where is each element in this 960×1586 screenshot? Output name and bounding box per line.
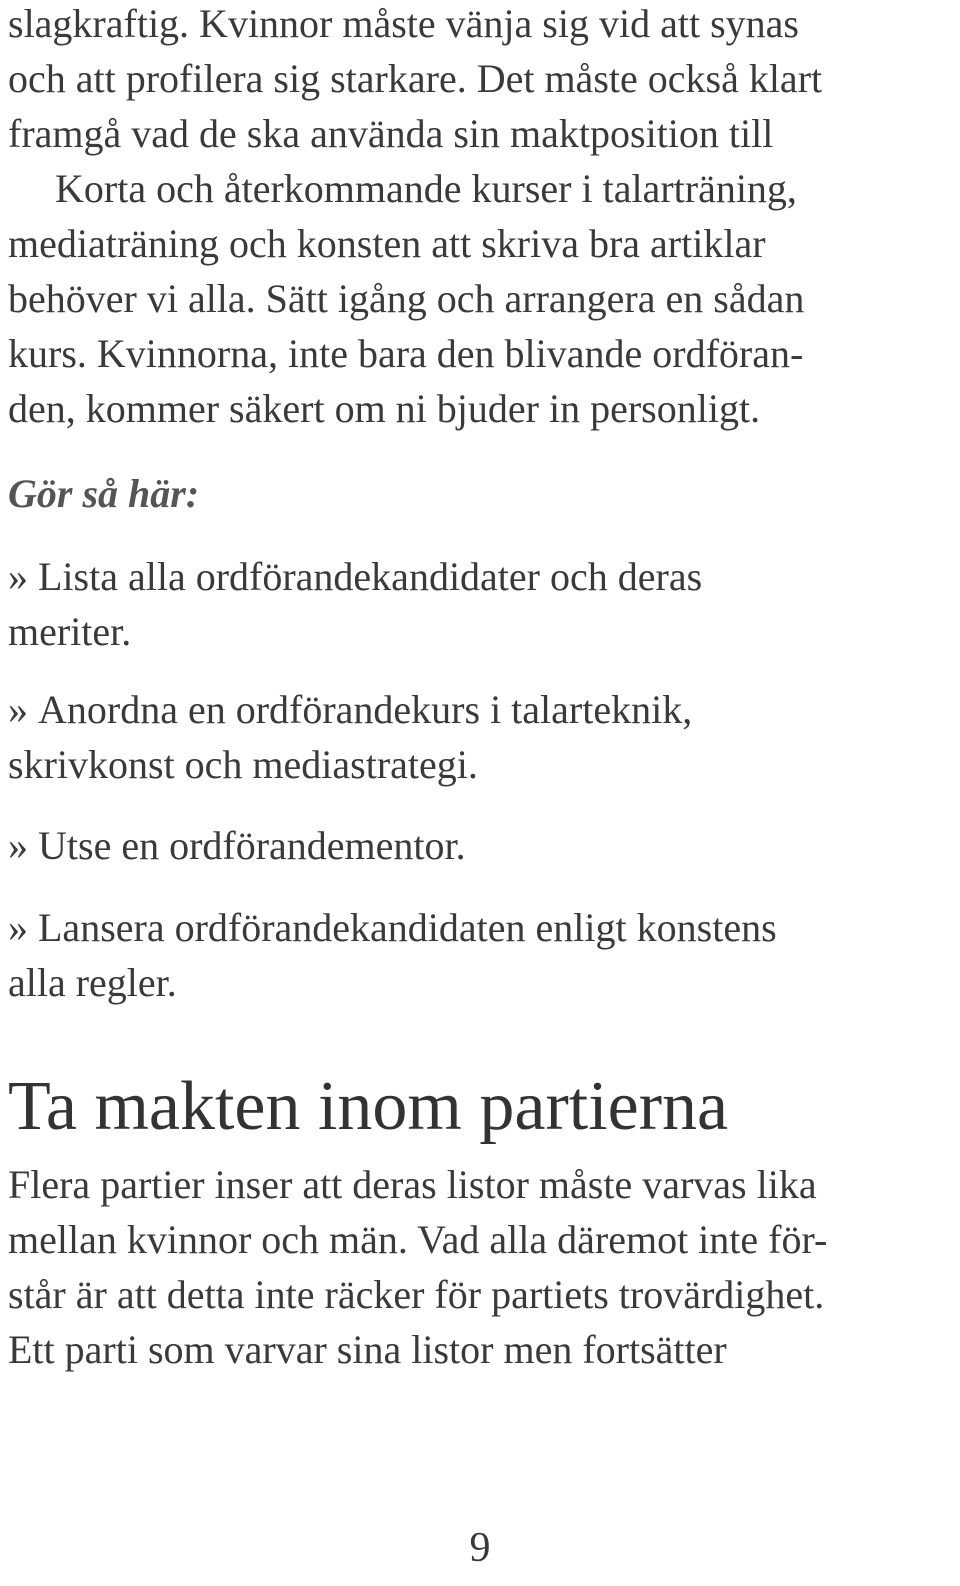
body-line: behöver vi alla. Sätt igång och arrangera en sådan: [8, 276, 805, 321]
bullet-text: Anordna en ordförandekurs i talarteknik,: [38, 687, 693, 732]
bullet-text-continuation: skrivkonst och mediastrategi.: [8, 742, 478, 787]
bullet-item: [8, 554, 703, 599]
bullet-item: [8, 823, 466, 868]
body-line: den, kommer säkert om ni bjuder in personligt.: [8, 386, 761, 431]
body-line: och att profilera sig starkare. Det måste också klart: [8, 56, 823, 101]
bullet-text-continuation: alla regler.: [8, 960, 177, 1005]
bullet-item: [8, 687, 693, 732]
bullet-text: Lista alla ordförandekandidater och deras: [38, 554, 703, 599]
body-line: mellan kvinnor och män. Vad alla däremot inte för-: [8, 1217, 828, 1262]
body-line: Flera partier inser att deras listor måste varvas lika: [8, 1162, 817, 1207]
bullet-item: [8, 905, 777, 950]
body-line: står är att detta inte räcker för partiets trovärdighet.: [8, 1272, 825, 1317]
bullet-marker: »: [8, 905, 28, 950]
page-number: 9: [469, 1525, 491, 1571]
body-line: framgå vad de ska använda sin maktposition till: [8, 111, 774, 156]
body-line: mediaträning och konsten att skriva bra artiklar: [8, 221, 766, 266]
bullet-marker: »: [8, 554, 28, 599]
body-line: kurs. Kvinnorna, inte bara den blivande ordföran-: [8, 331, 804, 376]
body-line: slagkraftig. Kvinnor måste vänja sig vid att synas: [8, 1, 799, 46]
bullet-marker: »: [8, 687, 28, 732]
bullet-text: Utse en ordförandementor.: [38, 823, 466, 868]
bullet-text-continuation: meriter.: [8, 609, 132, 654]
body-line: Ett parti som varvar sina listor men fortsätter: [8, 1327, 727, 1372]
section-heading: Ta makten inom partierna: [8, 1068, 729, 1145]
bullet-marker: »: [8, 823, 28, 868]
bullet-text: Lansera ordförandekandidaten enligt konstens: [38, 905, 777, 950]
how-to-heading: Gör så här:: [8, 471, 200, 516]
body-line: Korta och återkommande kurser i talarträning,: [55, 166, 797, 211]
